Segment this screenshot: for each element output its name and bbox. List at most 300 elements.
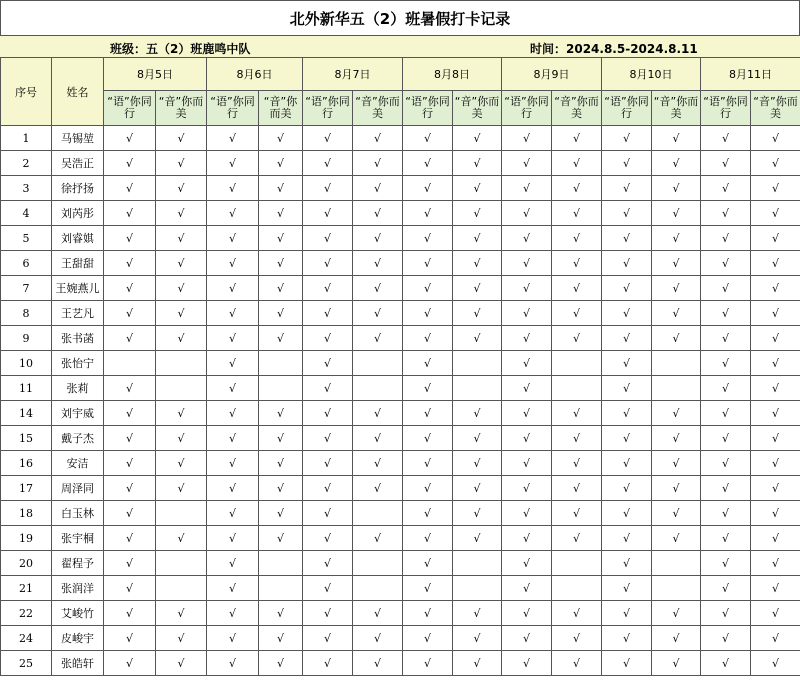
check-mark-cell[interactable] xyxy=(104,476,156,501)
check-mark-cell[interactable] xyxy=(403,201,453,226)
check-mark-cell[interactable] xyxy=(403,576,453,601)
check-mark-cell[interactable] xyxy=(207,176,259,201)
check-mark-cell[interactable] xyxy=(207,401,259,426)
empty-cell[interactable] xyxy=(353,576,403,601)
check-mark-cell[interactable] xyxy=(353,476,403,501)
check-mark-cell[interactable] xyxy=(701,151,751,176)
empty-cell[interactable] xyxy=(652,351,701,376)
check-mark-cell[interactable] xyxy=(156,226,207,251)
check-mark-cell[interactable] xyxy=(104,251,156,276)
check-mark-cell[interactable] xyxy=(602,151,652,176)
check-mark-cell[interactable] xyxy=(156,426,207,451)
check-mark-cell[interactable] xyxy=(602,301,652,326)
check-mark-cell[interactable] xyxy=(156,176,207,201)
check-mark-cell[interactable] xyxy=(502,451,552,476)
empty-cell[interactable] xyxy=(552,376,602,401)
check-mark-cell[interactable] xyxy=(602,426,652,451)
check-mark-cell[interactable] xyxy=(207,251,259,276)
check-mark-cell[interactable] xyxy=(602,526,652,551)
check-mark-cell[interactable] xyxy=(751,526,800,551)
empty-cell[interactable] xyxy=(156,576,207,601)
check-mark-cell[interactable] xyxy=(303,651,353,676)
check-mark-cell[interactable] xyxy=(453,276,502,301)
empty-cell[interactable] xyxy=(353,376,403,401)
check-mark-cell[interactable] xyxy=(502,576,552,601)
empty-cell[interactable] xyxy=(156,551,207,576)
check-mark-cell[interactable] xyxy=(751,426,800,451)
cell-index[interactable]: 11 xyxy=(1,376,52,401)
cell-student-name[interactable]: 皮峻宇 xyxy=(52,626,104,651)
check-mark-cell[interactable] xyxy=(602,226,652,251)
check-mark-cell[interactable] xyxy=(652,401,701,426)
check-mark-cell[interactable] xyxy=(104,451,156,476)
cell-student-name[interactable]: 翟程予 xyxy=(52,551,104,576)
cell-student-name[interactable]: 张莉 xyxy=(52,376,104,401)
check-mark-cell[interactable] xyxy=(652,451,701,476)
check-mark-cell[interactable] xyxy=(453,501,502,526)
empty-cell[interactable] xyxy=(259,376,303,401)
cell-index[interactable]: 18 xyxy=(1,501,52,526)
check-mark-cell[interactable] xyxy=(701,201,751,226)
empty-cell[interactable] xyxy=(453,551,502,576)
check-mark-cell[interactable] xyxy=(552,251,602,276)
check-mark-cell[interactable] xyxy=(602,451,652,476)
check-mark-cell[interactable] xyxy=(701,651,751,676)
check-mark-cell[interactable] xyxy=(552,176,602,201)
check-mark-cell[interactable] xyxy=(207,351,259,376)
check-mark-cell[interactable] xyxy=(353,226,403,251)
check-mark-cell[interactable] xyxy=(104,151,156,176)
empty-cell[interactable] xyxy=(353,501,403,526)
check-mark-cell[interactable] xyxy=(104,226,156,251)
check-mark-cell[interactable] xyxy=(259,451,303,476)
check-mark-cell[interactable] xyxy=(502,401,552,426)
check-mark-cell[interactable] xyxy=(751,551,800,576)
cell-index[interactable]: 6 xyxy=(1,251,52,276)
empty-cell[interactable] xyxy=(353,551,403,576)
check-mark-cell[interactable] xyxy=(502,126,552,151)
check-mark-cell[interactable] xyxy=(602,176,652,201)
check-mark-cell[interactable] xyxy=(701,601,751,626)
check-mark-cell[interactable] xyxy=(701,126,751,151)
check-mark-cell[interactable] xyxy=(353,326,403,351)
check-mark-cell[interactable] xyxy=(303,426,353,451)
check-mark-cell[interactable] xyxy=(353,301,403,326)
check-mark-cell[interactable] xyxy=(552,276,602,301)
check-mark-cell[interactable] xyxy=(303,526,353,551)
check-mark-cell[interactable] xyxy=(552,126,602,151)
cell-student-name[interactable]: 马锡堃 xyxy=(52,126,104,151)
check-mark-cell[interactable] xyxy=(652,176,701,201)
cell-index[interactable]: 9 xyxy=(1,326,52,351)
cell-student-name[interactable]: 王婉燕儿 xyxy=(52,276,104,301)
cell-index[interactable]: 5 xyxy=(1,226,52,251)
check-mark-cell[interactable] xyxy=(403,451,453,476)
check-mark-cell[interactable] xyxy=(751,451,800,476)
check-mark-cell[interactable] xyxy=(259,401,303,426)
check-mark-cell[interactable] xyxy=(502,426,552,451)
check-mark-cell[interactable] xyxy=(652,151,701,176)
empty-cell[interactable] xyxy=(453,376,502,401)
check-mark-cell[interactable] xyxy=(104,601,156,626)
check-mark-cell[interactable] xyxy=(303,451,353,476)
check-mark-cell[interactable] xyxy=(502,526,552,551)
check-mark-cell[interactable] xyxy=(751,301,800,326)
check-mark-cell[interactable] xyxy=(104,626,156,651)
check-mark-cell[interactable] xyxy=(403,301,453,326)
cell-student-name[interactable]: 张皓轩 xyxy=(52,651,104,676)
check-mark-cell[interactable] xyxy=(602,576,652,601)
check-mark-cell[interactable] xyxy=(259,226,303,251)
check-mark-cell[interactable] xyxy=(403,526,453,551)
check-mark-cell[interactable] xyxy=(602,376,652,401)
check-mark-cell[interactable] xyxy=(259,326,303,351)
check-mark-cell[interactable] xyxy=(502,651,552,676)
check-mark-cell[interactable] xyxy=(751,601,800,626)
check-mark-cell[interactable] xyxy=(156,601,207,626)
check-mark-cell[interactable] xyxy=(104,526,156,551)
check-mark-cell[interactable] xyxy=(652,326,701,351)
cell-index[interactable]: 19 xyxy=(1,526,52,551)
check-mark-cell[interactable] xyxy=(453,426,502,451)
check-mark-cell[interactable] xyxy=(701,526,751,551)
cell-student-name[interactable]: 刘睿娸 xyxy=(52,226,104,251)
check-mark-cell[interactable] xyxy=(602,551,652,576)
check-mark-cell[interactable] xyxy=(453,251,502,276)
check-mark-cell[interactable] xyxy=(353,626,403,651)
check-mark-cell[interactable] xyxy=(207,301,259,326)
check-mark-cell[interactable] xyxy=(259,526,303,551)
check-mark-cell[interactable] xyxy=(104,501,156,526)
check-mark-cell[interactable] xyxy=(303,151,353,176)
check-mark-cell[interactable] xyxy=(353,176,403,201)
check-mark-cell[interactable] xyxy=(751,401,800,426)
check-mark-cell[interactable] xyxy=(104,176,156,201)
check-mark-cell[interactable] xyxy=(156,126,207,151)
check-mark-cell[interactable] xyxy=(207,126,259,151)
cell-index[interactable]: 20 xyxy=(1,551,52,576)
check-mark-cell[interactable] xyxy=(104,126,156,151)
check-mark-cell[interactable] xyxy=(453,126,502,151)
check-mark-cell[interactable] xyxy=(303,226,353,251)
check-mark-cell[interactable] xyxy=(207,601,259,626)
check-mark-cell[interactable] xyxy=(156,451,207,476)
check-mark-cell[interactable] xyxy=(652,201,701,226)
cell-index[interactable]: 7 xyxy=(1,276,52,301)
cell-index[interactable]: 8 xyxy=(1,301,52,326)
check-mark-cell[interactable] xyxy=(453,301,502,326)
check-mark-cell[interactable] xyxy=(353,201,403,226)
check-mark-cell[interactable] xyxy=(453,176,502,201)
cell-index[interactable]: 25 xyxy=(1,651,52,676)
check-mark-cell[interactable] xyxy=(259,426,303,451)
check-mark-cell[interactable] xyxy=(353,601,403,626)
check-mark-cell[interactable] xyxy=(353,451,403,476)
empty-cell[interactable] xyxy=(552,551,602,576)
check-mark-cell[interactable] xyxy=(403,176,453,201)
check-mark-cell[interactable] xyxy=(156,201,207,226)
check-mark-cell[interactable] xyxy=(652,626,701,651)
check-mark-cell[interactable] xyxy=(652,251,701,276)
check-mark-cell[interactable] xyxy=(156,301,207,326)
check-mark-cell[interactable] xyxy=(104,201,156,226)
check-mark-cell[interactable] xyxy=(453,601,502,626)
check-mark-cell[interactable] xyxy=(602,626,652,651)
cell-student-name[interactable]: 白玉林 xyxy=(52,501,104,526)
empty-cell[interactable] xyxy=(104,351,156,376)
check-mark-cell[interactable] xyxy=(303,126,353,151)
check-mark-cell[interactable] xyxy=(303,301,353,326)
check-mark-cell[interactable] xyxy=(652,126,701,151)
check-mark-cell[interactable] xyxy=(353,126,403,151)
check-mark-cell[interactable] xyxy=(156,401,207,426)
check-mark-cell[interactable] xyxy=(652,501,701,526)
check-mark-cell[interactable] xyxy=(552,326,602,351)
check-mark-cell[interactable] xyxy=(751,251,800,276)
check-mark-cell[interactable] xyxy=(303,551,353,576)
cell-index[interactable]: 16 xyxy=(1,451,52,476)
empty-cell[interactable] xyxy=(652,376,701,401)
cell-student-name[interactable]: 吴浩正 xyxy=(52,151,104,176)
check-mark-cell[interactable] xyxy=(602,476,652,501)
empty-cell[interactable] xyxy=(156,376,207,401)
check-mark-cell[interactable] xyxy=(502,151,552,176)
check-mark-cell[interactable] xyxy=(502,276,552,301)
cell-index[interactable]: 4 xyxy=(1,201,52,226)
check-mark-cell[interactable] xyxy=(602,201,652,226)
check-mark-cell[interactable] xyxy=(403,401,453,426)
cell-index[interactable]: 24 xyxy=(1,626,52,651)
check-mark-cell[interactable] xyxy=(552,451,602,476)
check-mark-cell[interactable] xyxy=(403,501,453,526)
check-mark-cell[interactable] xyxy=(502,476,552,501)
check-mark-cell[interactable] xyxy=(552,151,602,176)
check-mark-cell[interactable] xyxy=(303,576,353,601)
check-mark-cell[interactable] xyxy=(701,301,751,326)
check-mark-cell[interactable] xyxy=(353,526,403,551)
cell-student-name[interactable]: 戴子杰 xyxy=(52,426,104,451)
check-mark-cell[interactable] xyxy=(453,226,502,251)
check-mark-cell[interactable] xyxy=(602,251,652,276)
check-mark-cell[interactable] xyxy=(353,276,403,301)
check-mark-cell[interactable] xyxy=(652,476,701,501)
check-mark-cell[interactable] xyxy=(259,126,303,151)
check-mark-cell[interactable] xyxy=(602,126,652,151)
check-mark-cell[interactable] xyxy=(259,626,303,651)
cell-index[interactable]: 1 xyxy=(1,126,52,151)
check-mark-cell[interactable] xyxy=(104,651,156,676)
check-mark-cell[interactable] xyxy=(303,401,353,426)
check-mark-cell[interactable] xyxy=(207,151,259,176)
check-mark-cell[interactable] xyxy=(104,426,156,451)
check-mark-cell[interactable] xyxy=(207,476,259,501)
cell-student-name[interactable]: 王甜甜 xyxy=(52,251,104,276)
check-mark-cell[interactable] xyxy=(552,651,602,676)
check-mark-cell[interactable] xyxy=(502,551,552,576)
check-mark-cell[interactable] xyxy=(751,226,800,251)
empty-cell[interactable] xyxy=(453,351,502,376)
check-mark-cell[interactable] xyxy=(259,301,303,326)
check-mark-cell[interactable] xyxy=(207,326,259,351)
empty-cell[interactable] xyxy=(156,501,207,526)
check-mark-cell[interactable] xyxy=(502,301,552,326)
empty-cell[interactable] xyxy=(652,551,701,576)
check-mark-cell[interactable] xyxy=(259,176,303,201)
check-mark-cell[interactable] xyxy=(403,551,453,576)
check-mark-cell[interactable] xyxy=(259,201,303,226)
check-mark-cell[interactable] xyxy=(602,401,652,426)
check-mark-cell[interactable] xyxy=(701,276,751,301)
check-mark-cell[interactable] xyxy=(259,251,303,276)
check-mark-cell[interactable] xyxy=(207,526,259,551)
check-mark-cell[interactable] xyxy=(156,476,207,501)
check-mark-cell[interactable] xyxy=(403,226,453,251)
check-mark-cell[interactable] xyxy=(259,601,303,626)
check-mark-cell[interactable] xyxy=(104,551,156,576)
check-mark-cell[interactable] xyxy=(303,176,353,201)
check-mark-cell[interactable] xyxy=(156,251,207,276)
check-mark-cell[interactable] xyxy=(751,376,800,401)
check-mark-cell[interactable] xyxy=(403,326,453,351)
check-mark-cell[interactable] xyxy=(502,351,552,376)
check-mark-cell[interactable] xyxy=(602,326,652,351)
check-mark-cell[interactable] xyxy=(403,426,453,451)
check-mark-cell[interactable] xyxy=(353,401,403,426)
check-mark-cell[interactable] xyxy=(552,201,602,226)
check-mark-cell[interactable] xyxy=(156,276,207,301)
check-mark-cell[interactable] xyxy=(552,476,602,501)
check-mark-cell[interactable] xyxy=(602,651,652,676)
empty-cell[interactable] xyxy=(552,576,602,601)
check-mark-cell[interactable] xyxy=(701,376,751,401)
cell-index[interactable]: 14 xyxy=(1,401,52,426)
check-mark-cell[interactable] xyxy=(701,326,751,351)
check-mark-cell[interactable] xyxy=(403,626,453,651)
check-mark-cell[interactable] xyxy=(701,476,751,501)
check-mark-cell[interactable] xyxy=(502,176,552,201)
check-mark-cell[interactable] xyxy=(353,151,403,176)
check-mark-cell[interactable] xyxy=(104,376,156,401)
check-mark-cell[interactable] xyxy=(353,426,403,451)
check-mark-cell[interactable] xyxy=(552,501,602,526)
check-mark-cell[interactable] xyxy=(207,626,259,651)
check-mark-cell[interactable] xyxy=(403,276,453,301)
check-mark-cell[interactable] xyxy=(207,276,259,301)
empty-cell[interactable] xyxy=(552,351,602,376)
check-mark-cell[interactable] xyxy=(602,351,652,376)
check-mark-cell[interactable] xyxy=(552,301,602,326)
check-mark-cell[interactable] xyxy=(207,501,259,526)
check-mark-cell[interactable] xyxy=(751,351,800,376)
cell-index[interactable]: 3 xyxy=(1,176,52,201)
check-mark-cell[interactable] xyxy=(104,576,156,601)
check-mark-cell[interactable] xyxy=(502,201,552,226)
empty-cell[interactable] xyxy=(259,351,303,376)
check-mark-cell[interactable] xyxy=(751,326,800,351)
check-mark-cell[interactable] xyxy=(303,351,353,376)
cell-student-name[interactable]: 艾峻竹 xyxy=(52,601,104,626)
check-mark-cell[interactable] xyxy=(303,376,353,401)
check-mark-cell[interactable] xyxy=(701,176,751,201)
check-mark-cell[interactable] xyxy=(303,251,353,276)
check-mark-cell[interactable] xyxy=(403,476,453,501)
check-mark-cell[interactable] xyxy=(652,276,701,301)
empty-cell[interactable] xyxy=(156,351,207,376)
check-mark-cell[interactable] xyxy=(652,226,701,251)
cell-student-name[interactable]: 张润洋 xyxy=(52,576,104,601)
empty-cell[interactable] xyxy=(259,551,303,576)
check-mark-cell[interactable] xyxy=(453,526,502,551)
check-mark-cell[interactable] xyxy=(701,576,751,601)
empty-cell[interactable] xyxy=(652,576,701,601)
check-mark-cell[interactable] xyxy=(652,651,701,676)
cell-index[interactable]: 15 xyxy=(1,426,52,451)
check-mark-cell[interactable] xyxy=(453,651,502,676)
check-mark-cell[interactable] xyxy=(156,651,207,676)
check-mark-cell[interactable] xyxy=(751,201,800,226)
check-mark-cell[interactable] xyxy=(207,651,259,676)
check-mark-cell[interactable] xyxy=(751,476,800,501)
check-mark-cell[interactable] xyxy=(403,651,453,676)
cell-index[interactable]: 10 xyxy=(1,351,52,376)
cell-index[interactable]: 22 xyxy=(1,601,52,626)
check-mark-cell[interactable] xyxy=(156,626,207,651)
check-mark-cell[interactable] xyxy=(751,501,800,526)
check-mark-cell[interactable] xyxy=(652,601,701,626)
check-mark-cell[interactable] xyxy=(453,401,502,426)
check-mark-cell[interactable] xyxy=(453,476,502,501)
check-mark-cell[interactable] xyxy=(502,326,552,351)
check-mark-cell[interactable] xyxy=(652,426,701,451)
check-mark-cell[interactable] xyxy=(502,501,552,526)
check-mark-cell[interactable] xyxy=(259,276,303,301)
check-mark-cell[interactable] xyxy=(207,201,259,226)
cell-index[interactable]: 2 xyxy=(1,151,52,176)
check-mark-cell[interactable] xyxy=(207,576,259,601)
check-mark-cell[interactable] xyxy=(502,226,552,251)
check-mark-cell[interactable] xyxy=(751,626,800,651)
check-mark-cell[interactable] xyxy=(104,401,156,426)
check-mark-cell[interactable] xyxy=(353,651,403,676)
check-mark-cell[interactable] xyxy=(156,526,207,551)
check-mark-cell[interactable] xyxy=(303,476,353,501)
check-mark-cell[interactable] xyxy=(552,426,602,451)
cell-student-name[interactable]: 安洁 xyxy=(52,451,104,476)
cell-student-name[interactable]: 张书菡 xyxy=(52,326,104,351)
check-mark-cell[interactable] xyxy=(207,426,259,451)
cell-student-name[interactable]: 刘芮彤 xyxy=(52,201,104,226)
check-mark-cell[interactable] xyxy=(207,376,259,401)
check-mark-cell[interactable] xyxy=(751,576,800,601)
cell-index[interactable]: 21 xyxy=(1,576,52,601)
check-mark-cell[interactable] xyxy=(259,151,303,176)
cell-index[interactable]: 17 xyxy=(1,476,52,501)
check-mark-cell[interactable] xyxy=(502,376,552,401)
cell-student-name[interactable]: 徐抒扬 xyxy=(52,176,104,201)
check-mark-cell[interactable] xyxy=(552,526,602,551)
cell-student-name[interactable]: 王艺凡 xyxy=(52,301,104,326)
check-mark-cell[interactable] xyxy=(453,626,502,651)
check-mark-cell[interactable] xyxy=(502,626,552,651)
check-mark-cell[interactable] xyxy=(552,601,602,626)
cell-student-name[interactable]: 张宇桐 xyxy=(52,526,104,551)
check-mark-cell[interactable] xyxy=(259,651,303,676)
check-mark-cell[interactable] xyxy=(552,226,602,251)
check-mark-cell[interactable] xyxy=(303,626,353,651)
check-mark-cell[interactable] xyxy=(602,601,652,626)
cell-student-name[interactable]: 刘宇威 xyxy=(52,401,104,426)
check-mark-cell[interactable] xyxy=(353,251,403,276)
